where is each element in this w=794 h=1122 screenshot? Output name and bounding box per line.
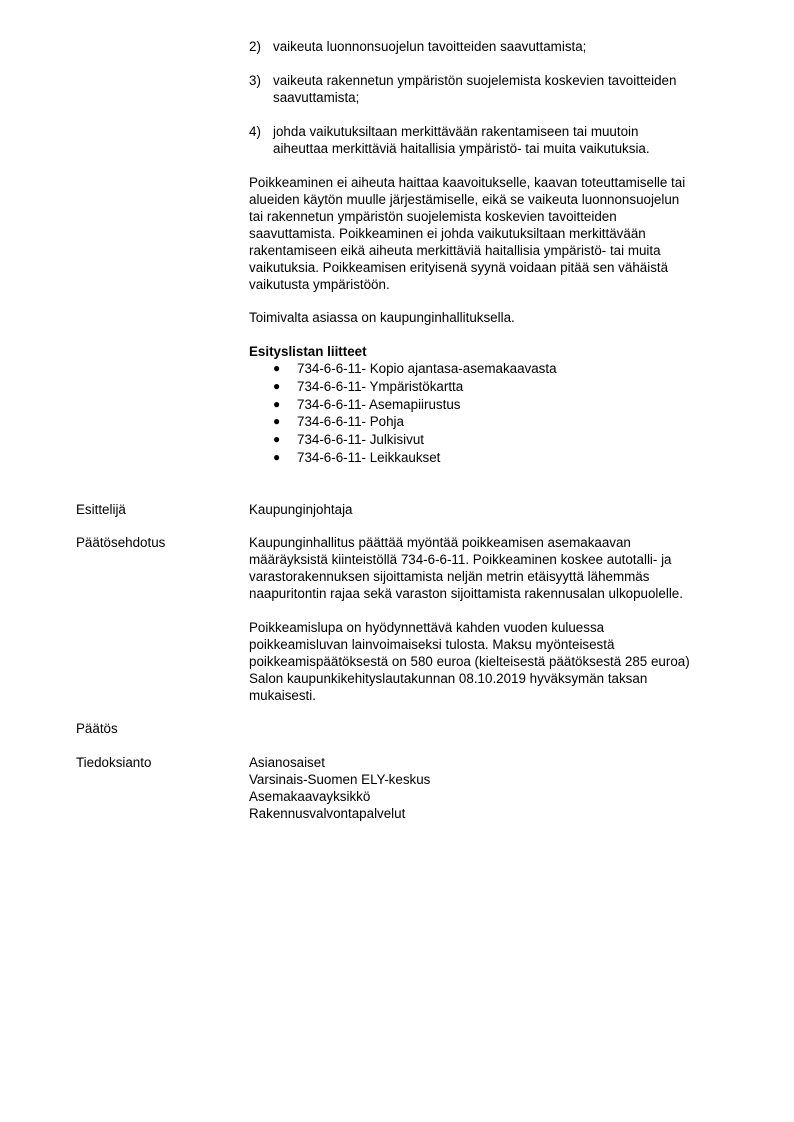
attachment-item[interactable] xyxy=(249,449,557,467)
bullet-icon: ● xyxy=(273,449,281,464)
text-line: saavuttamista. Poikkeaminen ei johda vaikutuksiltaan merkittävään xyxy=(249,226,646,241)
bullet-icon: ● xyxy=(273,432,281,447)
attachment-item[interactable] xyxy=(249,413,557,431)
text-line: tai rakennetun ympäristön suojelemista koskevien tavoitteiden xyxy=(249,209,617,224)
presenter-value: Kaupunginjohtaja xyxy=(249,502,353,517)
text-line: naapuritontin rajaa sekä varaston sijoittamista rakennusalan ulkopuolelle. xyxy=(249,586,683,601)
item-number: 2) xyxy=(249,39,261,54)
attachment-label: 734-6-6-11- Leikkaukset xyxy=(297,449,441,465)
authority-paragraph: Toimivalta asiassa on kaupunginhallituksella. xyxy=(249,310,515,325)
text-line: Salon kaupunkikehityslautakunnan 08.10.2019 hyväksymän taksan xyxy=(249,671,648,686)
item-text: vaikeuta luonnonsuojelun tavoitteiden saavuttamista; xyxy=(273,39,587,54)
notification-label: Tiedoksianto xyxy=(76,755,152,770)
attachment-item[interactable] xyxy=(249,396,557,414)
attachment-label: 734-6-6-11- Kopio ajantasa-asemakaavasta xyxy=(297,361,557,376)
proposal-label: Päätösehdotus xyxy=(76,535,166,550)
numbered-item-2 xyxy=(249,38,729,55)
proposal-paragraph-1 xyxy=(249,534,731,602)
numbered-item-4 xyxy=(249,123,689,157)
bullet-icon: ● xyxy=(273,378,281,393)
proposal-paragraph-2 xyxy=(249,619,731,704)
decision-label: Päätös xyxy=(76,721,118,736)
recipient: Varsinais-Suomen ELY-keskus xyxy=(249,772,431,787)
recipient: Asemakaavayksikkö xyxy=(249,789,371,804)
text-line: alueiden käytön muulle järjestämiselle, eikä se vaikeuta luonnonsuojelun xyxy=(249,192,680,207)
recipient: Asianosaiset xyxy=(249,755,325,770)
text-line: mukaisesti. xyxy=(249,688,316,703)
attachment-label: 734-6-6-11- Julkisivut xyxy=(297,432,425,448)
attachment-item[interactable] xyxy=(249,431,557,449)
presenter-label: Esittelijä xyxy=(76,502,126,517)
attachment-item[interactable] xyxy=(249,378,557,396)
text-line: Poikkeamislupa on hyödynnettävä kahden vuoden kuluessa xyxy=(249,620,605,635)
text-line: poikkeamisluvan lainvoimaiseksi tulosta. Maksu myönteisestä xyxy=(249,637,615,652)
text-line: vaikutuksia. Poikkeamisen erityisenä syynä voidaan pitää sen vähäistä xyxy=(249,260,669,275)
bullet-icon: ● xyxy=(273,396,281,411)
text-line: vaikutusta ympäristöön. xyxy=(249,277,390,292)
bullet-icon: ● xyxy=(273,361,281,375)
item-number: 3) xyxy=(249,73,261,88)
text-line: määräyksistä kiinteistöllä 734-6-6-11. Poikkeaminen koskee autotalli- ja xyxy=(249,552,672,567)
attachments-heading: Esityslistan liitteet xyxy=(249,344,367,359)
bullet-icon: ● xyxy=(273,414,281,429)
numbered-item-3 xyxy=(249,72,719,106)
attachments-list xyxy=(249,360,557,467)
justification-paragraph xyxy=(249,174,731,293)
text-line: rakentamiseen eikä aiheuta merkittäviä haitallisia ympäristö- tai muita xyxy=(249,243,661,258)
text-line: varastorakennuksen sijoittamista neljän metrin etäisyyttä lähemmäs xyxy=(249,569,650,584)
text-line: Kaupunginhallitus päättää myöntää poikkeamisen asemakaavan xyxy=(249,535,631,550)
attachment-label: 734-6-6-11- Asemapiirustus xyxy=(297,396,461,412)
notification-recipients xyxy=(249,754,731,822)
text-line: Poikkeaminen ei aiheuta haittaa kaavoitukselle, kaavan toteuttamiselle tai xyxy=(249,175,686,190)
attachment-label: 734-6-6-11- Pohja xyxy=(297,414,404,430)
text-line: poikkeamispäätöksestä on 580 euroa (kielteisestä päätöksestä 285 euroa) xyxy=(249,654,690,669)
attachment-item[interactable] xyxy=(249,360,557,378)
item-text: vaikeuta rakennetun ympäristön suojelemista koskevien tavoitteiden saavuttamista; xyxy=(273,73,677,105)
recipient: Rakennusvalvontapalvelut xyxy=(249,806,406,821)
item-text: johda vaikutuksiltaan merkittävään rakentamiseen tai muutoin aiheuttaa merkittäviä haitallisia ympäristö- tai muita vaikutuksia. xyxy=(273,124,650,156)
attachment-label: 734-6-6-11- Ympäristökartta xyxy=(297,378,464,394)
item-number: 4) xyxy=(249,124,261,139)
